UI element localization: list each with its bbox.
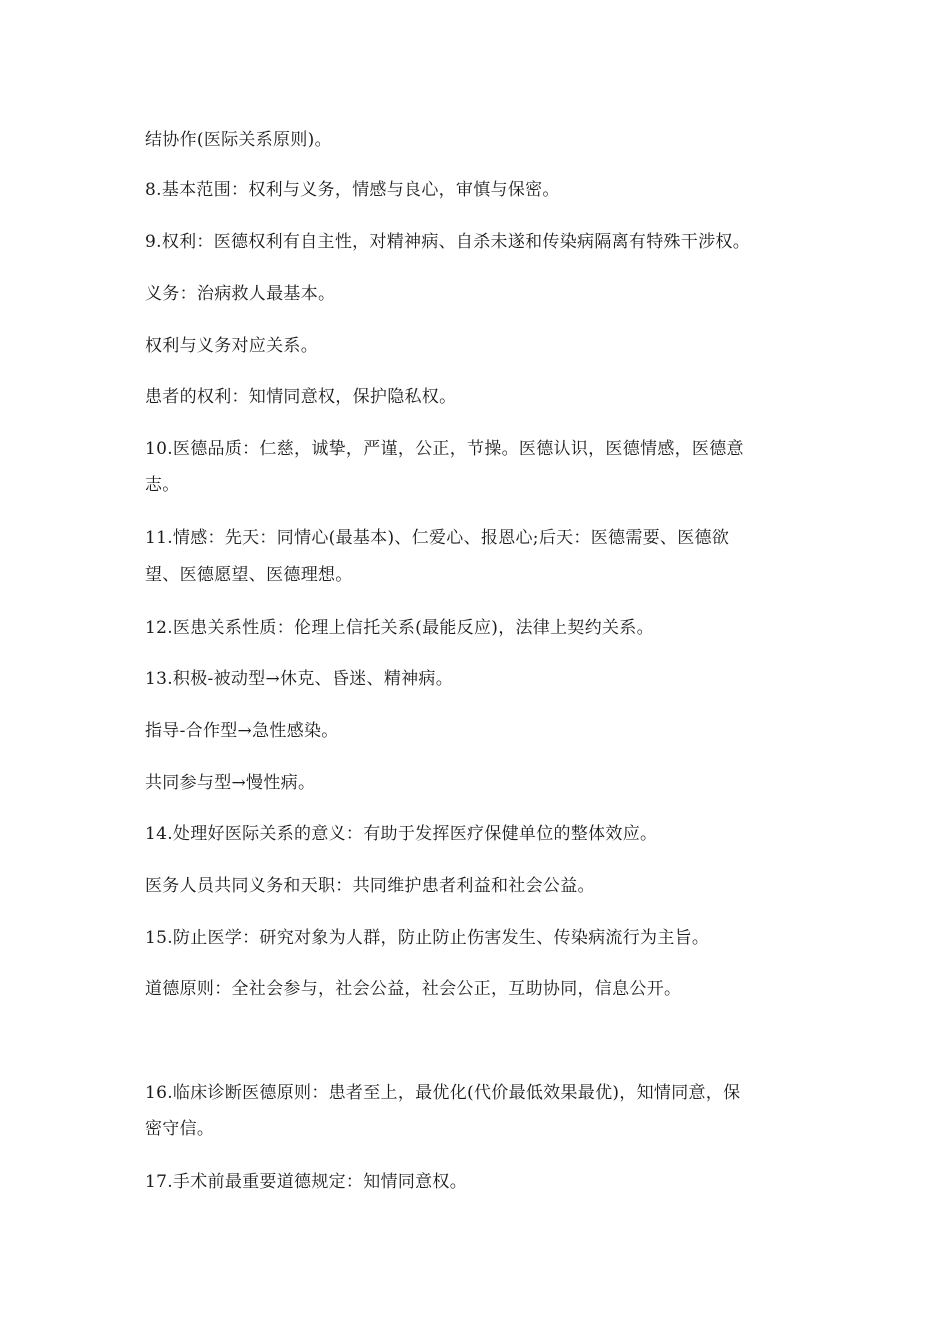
text-line: 患者的权利：知情同意权，保护隐私权。 — [145, 387, 457, 407]
text-line: 12.医患关系性质：伦理上信托关系(最能反应)，法律上契约关系。 — [145, 618, 654, 638]
text-line: 15.防止医学：研究对象为人群，防止防止伤害发生、传染病流行为主旨。 — [145, 928, 710, 948]
text-line: 权利与义务对应关系。 — [145, 336, 318, 356]
text-line: 密守信。 — [145, 1119, 215, 1139]
text-line: 望、医德愿望、医德理想。 — [145, 565, 353, 585]
text-line: 医务人员共同义务和天职：共同维护患者利益和社会公益。 — [145, 876, 595, 896]
text-line: 9.权利：医德权利有自主性，对精神病、自杀未遂和传染病隔离有特殊干涉权。 — [145, 232, 751, 252]
text-line: 志。 — [145, 475, 180, 495]
text-line: 14.处理好医际关系的意义：有助于发挥医疗保健单位的整体效应。 — [145, 824, 658, 844]
text-line: 10.医德品质：仁慈，诚挚，严谨，公正，节操。医德认识，医德情感，医德意 — [145, 439, 744, 459]
text-line: 13.积极-被动型→休克、昏迷、精神病。 — [145, 669, 454, 689]
text-line: 11.情感：先天：同情心(最基本)、仁爱心、报恩心;后天：医德需要、医德欲 — [145, 528, 730, 548]
text-line: 道德原则：全社会参与，社会公益，社会公正，互助协同，信息公开。 — [145, 979, 682, 999]
text-line: 共同参与型→慢性病。 — [145, 773, 316, 793]
text-line: 8.基本范围：权利与义务，情感与良心，审慎与保密。 — [145, 180, 560, 200]
text-line: 17.手术前最重要道德规定：知情同意权。 — [145, 1172, 468, 1192]
text-line: 指导-合作型→急性感染。 — [145, 721, 339, 741]
text-line: 16.临床诊断医德原则：患者至上，最优化(代价最低效果最优)，知情同意，保 — [145, 1083, 741, 1103]
text-line: 义务：治病救人最基本。 — [145, 284, 336, 304]
text-line: 结协作(医际关系原则)。 — [145, 130, 332, 150]
